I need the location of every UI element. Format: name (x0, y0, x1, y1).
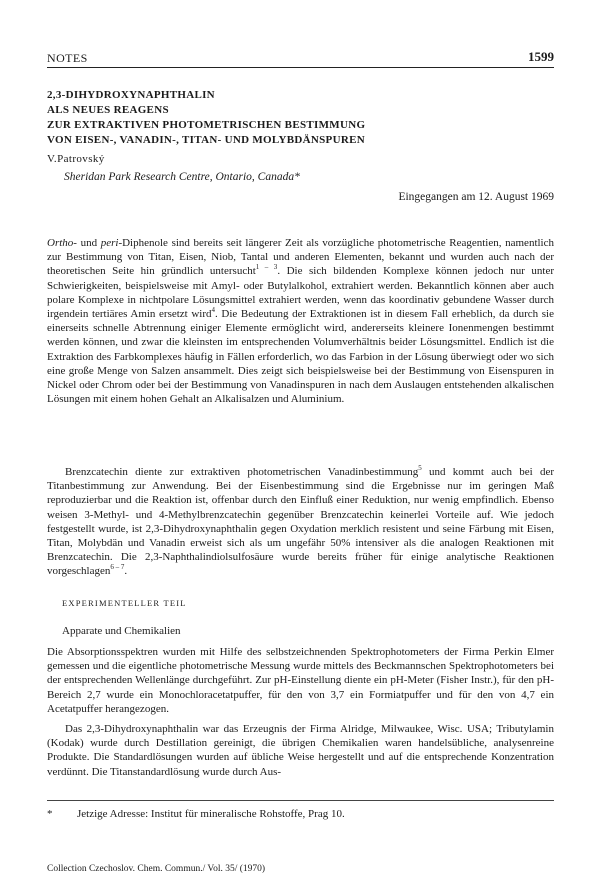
reference-marker: 6 – 7 (110, 563, 125, 572)
page-number: 1599 (528, 49, 554, 64)
footnote-rule (47, 800, 554, 801)
text: Brenzcatechin diente zur extraktiven photometrischen Vanadinbestimmung (65, 466, 419, 478)
text: . Die sich bildenden Komplexe können jedoch nur unter Schwierigkeiten, beispielsweise mit Amyl- oder Butylalkohol, extrahiert werden. Bekanntlich können aber auch polare Komplexe in nichtpolare Lösungsmittel extrahiert werden, wenn das koordinativ gebundene Wasser durch irgendein tertiäres Amin ersetzt wird (47, 265, 554, 321)
methods-paragraph-1 (47, 645, 554, 716)
footnote (47, 808, 345, 820)
word-und: und (76, 237, 101, 249)
paragraph-text: Das 2,3-Dihydroxynaphthalin war das Erzeugnis der Firma Alridge, Milwaukee, Wisc. USA; Tributylamin (Kodak) wurde durch Destillation gereinigt, die übrigen Chemikalien waren handelsübliche, analysenreine Produkte. Die Standardlösungen wurden auf übliche Weise hergestellt und auf die entsprechende Konzentration verdünnt. Die Titanstandardlösung wurde durch Aus- (47, 723, 554, 778)
running-header (47, 49, 554, 68)
title-line: VON EISEN-, VANADIN-, TITAN- UND MOLYBDÄNSPUREN (47, 134, 365, 146)
intro-paragraph-2 (47, 465, 554, 579)
text: . (124, 565, 128, 578)
title-line: ZUR EXTRAKTIVEN PHOTOMETRISCHEN BESTIMMUNG (47, 119, 366, 131)
reference-marker: 5 (418, 464, 422, 472)
title-line: ALS NEUES REAGENS (47, 104, 169, 116)
author-name: V.Patrovský (47, 153, 105, 165)
methods-paragraph-2 (47, 722, 554, 779)
paragraph-text: Die Absorptionsspektren wurden mit Hilfe des selbstzeichnenden Spektrophotometers der Firma Perkin Elmer gemessen und die eigentliche photometrische Messung wurde mittels des Beckmannschen Spektrophotometers bei der entsprechenden Wellenlänge durchgeführt. Zur pH-Einstellung diente ein pH-Meter (Fisher Instr.), für den pH-Bereich 2,7 wurde ein Monochloracetatpuffer, für den von 3,7 ein Formiatpuffer und für den von 4,7 ein Acetatpuffer herangezogen. (47, 646, 554, 715)
text: . Die Bedeutung der Extraktionen ist in diesem Fall erheblich, da durch sie einerseits schnelle Abtrennung einiger Elemente ermöglicht wird, andererseits kleinere Ionenmengen bestimmt werden können, und zwar die kleinsten im entsprechenden Volumverhältnis beider Lösungsmittel. Endlich ist die Extraktion des Farbkomplexes häufig in Fällen erforderlich, wo das Farbion in der Lösung überwiegt oder wo sich eine große Menge von Salzen ansammelt. Dies zeigt sich beispielsweise bei der Bestimmung von Eisenspuren in Nickel oder Chrom oder bei der Bestimmung von Vanadinspuren in nach dem Auslaugen entstehenden alkalischen Lösungen mit einem hohen Gehalt an Alkalisalzen und Aluminium. (47, 308, 554, 406)
title-line: 2,3-DIHYDROXYNAPHTHALIN (47, 89, 215, 101)
journal-footer: Collection Czechoslov. Chem. Commun./ Vol. 35/ (1970) (47, 864, 266, 874)
reference-marker: 1 – 3 (255, 263, 278, 272)
word-peri: peri- (100, 237, 123, 249)
footnote-text: Jetzige Adresse: Institut für mineralische Rohstoffe, Prag 10. (77, 808, 345, 820)
received-date: Eingegangen am 12. August 1969 (398, 191, 554, 203)
intro-paragraph-1 (47, 236, 554, 406)
text: und kommt auch bei der Titanbestimmung zur Anwendung. Bei der Eisenbestimmung sind die Ergebnisse nur im geringen Maß reproduzierbar und die Reaktion ist, offenbar durch den Einfluß einer Reduktion, nur wenig empfindlich. Ebenso weisen 3-Methyl- und 4-Methylbrenzcatechin gegenüber Brenzcatechin keinerlei Vorteile auf. Wie jedoch festgestellt wurde, ist 2,3-Dihydroxynaphthalin gegen Oxydation merklich resistent und seine Färbung mit Eisen, Titan, Molybdän und Vanadin erweist sich als um ungefähr 50% intensiver als die analogen Reaktionen mit Brenzcatechin. Die 2,3-Naphthalindiolsulfosäure wurde bereits früher für einige analytische Reaktionen vorgeschlagen (47, 466, 554, 578)
article-title (47, 88, 567, 148)
author-affiliation: Sheridan Park Research Centre, Ontario, Canada* (64, 171, 300, 183)
text: Diphenole sind bereits seit längerer Zeit als vorzügliche photometrische Reagentien, namentlich zur Bestimmung von Titan, Eisen, Niob, Tantal und anderen Elementen, bekannt und wurden auch nach der theoretischen Seite hin gründlich untersucht (47, 237, 554, 278)
reference-marker: 4 (211, 306, 216, 315)
footnote-mark: * (47, 808, 53, 820)
subsection-heading: Apparate und Chemikalien (62, 625, 181, 637)
word-ortho: Ortho- (47, 237, 77, 249)
section-label: NOTES (47, 51, 88, 65)
section-heading: EXPERIMENTELLER TEIL (62, 598, 187, 608)
